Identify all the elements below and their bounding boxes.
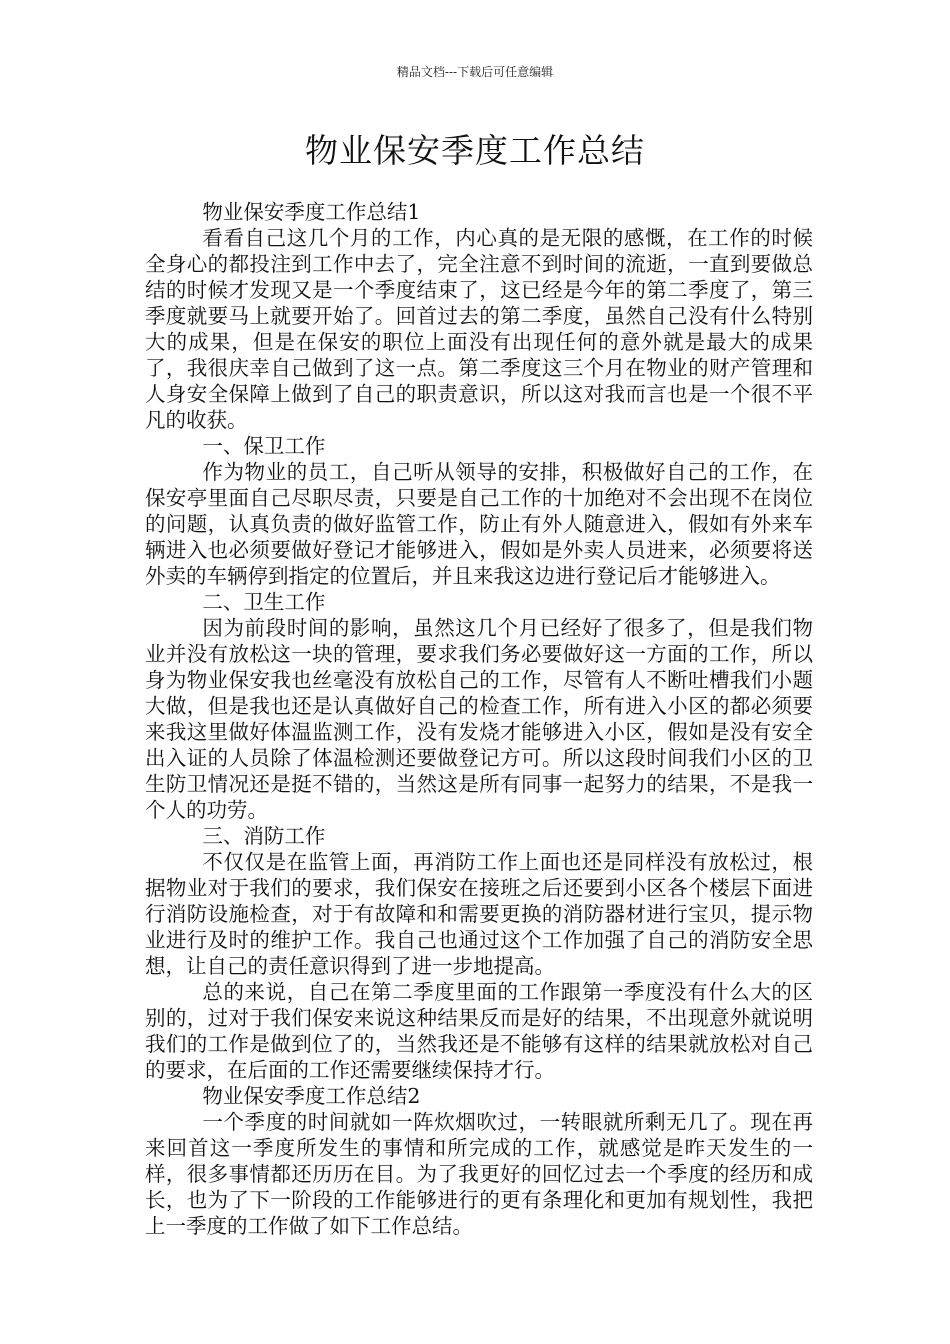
paragraph-fire: 不仅仅是在监管上面，再消防工作上面也还是同样没有放松过，根据物业对于我们的要求，我们保安在接班之后还要到小区各个楼层下面进行消防设施检查，对于有故障和和需要更换的消防器材进行宝贝，提示物业进行及时的维护工作。我自己也通过这个工作加强了自己的消防安全思想，让自己的责任意识得到了进一步地提高。 <box>145 850 813 978</box>
paragraph-intro: 看看自己这几个月的工作，内心真的是无限的感慨，在工作的时候全身心的都投注到工作中去了，完全注意不到时间的流逝，一直到要做总结的时候才发现又是一个季度结束了，这已经是今年的第二季度了，第三季度就要马上就要开始了。回首过去的第二季度，虽然自己没有什么特别大的成果，但是在保安的职位上面没有出现任何的意外就是最大的成果了，我很庆幸自己做到了这一点。第二季度这三个月在物业的财产管理和人身安全保障上做到了自己的职责意识，所以这对我而言也是一个很不平凡的收获。 <box>145 226 813 432</box>
section-heading-summary-1: 物业保安季度工作总结1 <box>202 200 421 224</box>
section-heading-security: 一、保卫工作 <box>202 434 326 458</box>
paragraph-security: 作为物业的员工，自己听从领导的安排，积极做好自己的工作，在保安亭里面自己尽职尽责，只要是自己工作的十加绝对不会出现不在岗位的问题，认真负责的做好监管工作，防止有外人随意进入，假如有外来车辆进入也必须要做好登记才能够进入，假如是外卖人员进来，必须要将送外卖的车辆停到指定的位置后，并且来我这边进行登记后才能够进入。 <box>145 460 813 588</box>
section-heading-summary-2: 物业保安季度工作总结2 <box>202 1084 421 1108</box>
paragraph-summary-2-intro: 一个季度的时间就如一阵炊烟吹过，一转眼就所剩无几了。现在再来回首这一季度所发生的事情和所完成的工作，就感觉是昨天发生的一样，很多事情都还历历在目。为了我更好的回忆过去一个季度的经历和成长，也为了下一阶段的工作能够进行的更有条理化和更加有规划性，我把上一季度的工作做了如下工作总结。 <box>145 1110 813 1238</box>
section-heading-fire: 三、消防工作 <box>202 824 326 848</box>
document-title: 物业保安季度工作总结 <box>305 131 645 170</box>
section-heading-hygiene: 二、卫生工作 <box>202 590 326 614</box>
paragraph-hygiene: 因为前段时间的影响，虽然这几个月已经好了很多了，但是我们物业并没有放松这一块的管理，要求我们务必要做好这一方面的工作，所以身为物业保安我也丝毫没有放松自己的工作，尽管有人不断吐槽我们小题大做，但是我也还是认真做好自己的检查工作，所有进入小区的都必须要来我这里做好体温监测工作，没有发烧才能够进入小区，假如是没有安全出入证的人员除了体温检测还要做登记方可。所以这段时间我们小区的卫生防卫情况还是挺不错的，当然这是所有同事一起努力的结果，不是我一个人的功劳。 <box>145 616 813 822</box>
paragraph-conclusion: 总的来说，自己在第二季度里面的工作跟第一季度没有什么大的区别的，过对于我们保安来说这种结果反而是好的结果，不出现意外就说明我们的工作是做到位了的，当然我还是不能够有这样的结果就放松对自己的要求，在后面的工作还需要继续保持才行。 <box>145 980 813 1082</box>
header-note: 精品文档---下载后可任意编辑 <box>396 65 554 79</box>
document-body <box>145 199 813 1239</box>
